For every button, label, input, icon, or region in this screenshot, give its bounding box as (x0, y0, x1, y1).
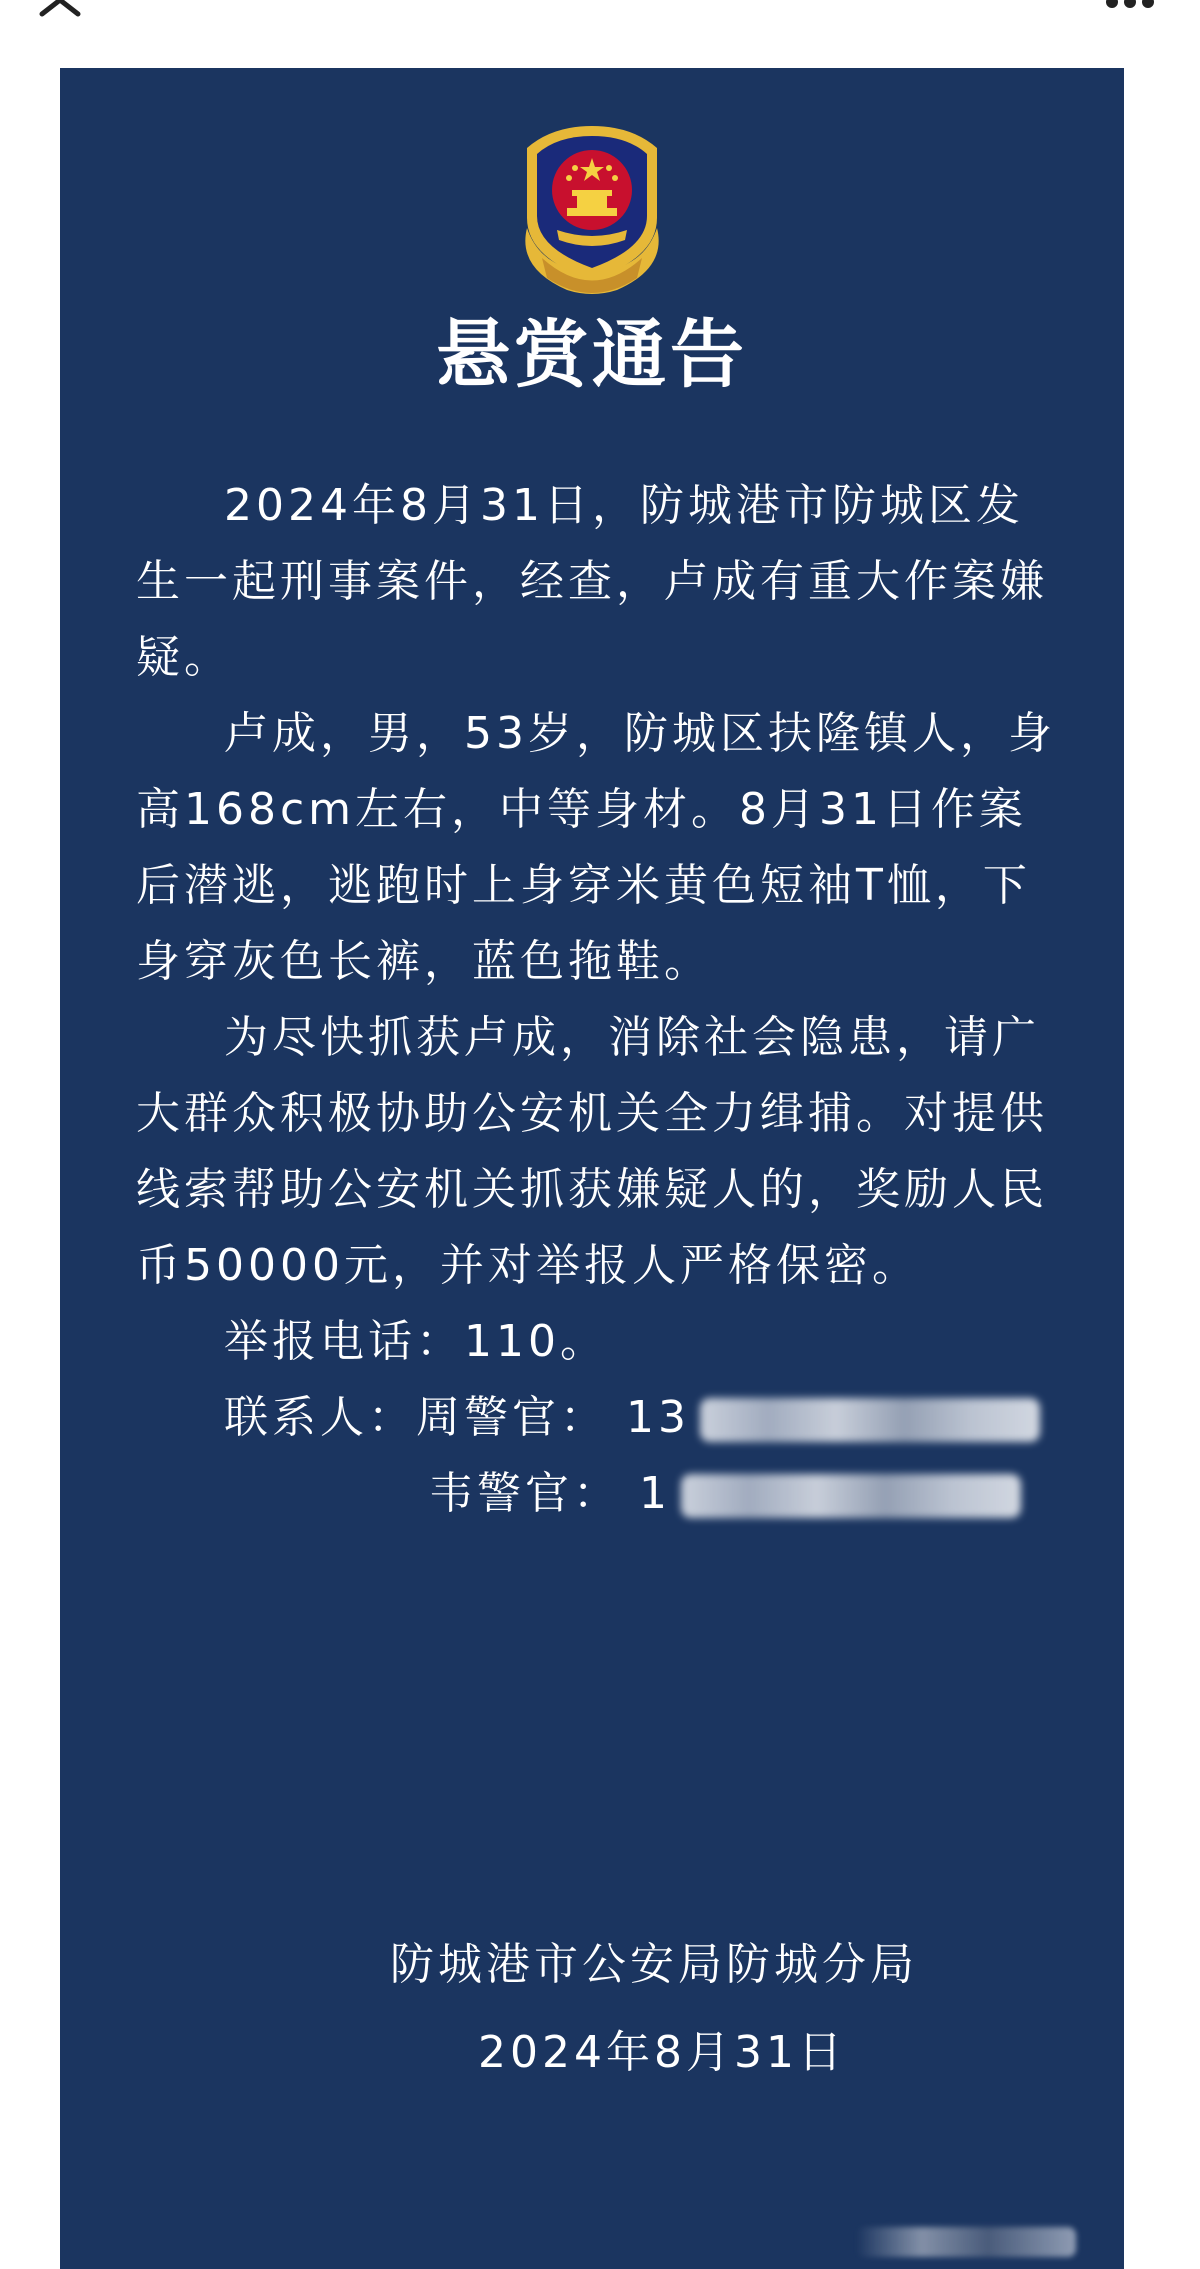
paragraph-suspect: 卢成，男，53岁，防城区扶隆镇人，身高168cm左右，中等身材。8月31日作案后潜逃，逃跑时上身穿米黄色短袖T恤，下身穿灰色长裤，蓝色拖鞋。 (136, 708, 1056, 987)
phone-zhou-visible: 13 (626, 1392, 690, 1443)
phone-zhou-blurred (700, 1398, 1040, 1442)
phone-wei-blurred (681, 1474, 1021, 1518)
notice-title: 悬赏通告 (436, 312, 748, 398)
close-icon (30, 0, 90, 26)
paragraph-reward: 为尽快抓获卢成，消除社会隐患，请广大群众积极协助公安机关全力缉捕。对提供线索帮助公安机关抓获嫌疑人的，奖励人民币50000元，并对举报人严格保密。 (136, 1012, 1048, 1291)
wanted-notice-poster (60, 68, 1124, 2269)
officer-zhou-label: 周警官： (416, 1392, 608, 1443)
issuing-organization: 防城港市公安局防城分局 (390, 1939, 918, 1990)
contact-line-1 (136, 1380, 1056, 1456)
notice-body (136, 468, 1056, 1532)
hotline: 举报电话：110。 (224, 1316, 608, 1367)
contact-label: 联系人： (224, 1392, 416, 1443)
more-icon (1100, 0, 1160, 14)
police-emblem-icon (507, 118, 677, 298)
officer-wei-label: 韦警官： (429, 1468, 621, 1519)
phone-wei-visible: 1 (639, 1468, 671, 1519)
watermark (856, 2227, 1076, 2257)
top-bar (0, 0, 1200, 66)
issue-date: 2024年8月31日 (478, 2027, 846, 2078)
close-button[interactable] (30, 0, 90, 26)
contact-line-2 (136, 1456, 1056, 1532)
paragraph-case: 2024年8月31日，防城港市防城区发生一起刑事案件，经查，卢成有重大作案嫌疑。 (136, 480, 1048, 683)
more-button[interactable] (1100, 0, 1160, 14)
